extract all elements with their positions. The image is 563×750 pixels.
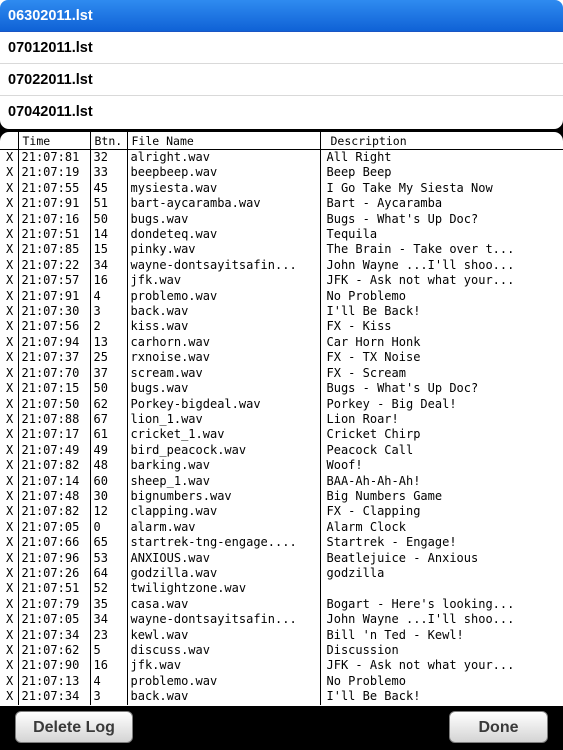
time-cell: 21:07:55: [18, 181, 90, 196]
description-cell: Cricket Chirp: [326, 427, 421, 442]
button-number-cell: 13: [90, 335, 127, 350]
time-cell: 21:07:90: [18, 658, 90, 673]
time-cell: 21:07:82: [18, 504, 90, 519]
file-name-cell: ANXIOUS.wav: [127, 551, 320, 566]
header-x: [0, 132, 18, 150]
file-name-cell: bugs.wav: [127, 381, 320, 396]
row-marker: X: [0, 319, 18, 334]
table-row[interactable]: [0, 581, 563, 596]
description-cell: Lion Roar!: [326, 411, 399, 426]
button-number-cell: 48: [90, 458, 127, 473]
button-number-cell: 50: [90, 212, 127, 227]
file-name-cell: cricket_1.wav: [127, 427, 320, 442]
time-cell: 21:07:82: [18, 458, 90, 473]
description-cell: Bogart - Here's looking...: [326, 596, 515, 611]
time-cell: 21:07:50: [18, 397, 90, 412]
description-cell: John Wayne ...I'll shoo...: [326, 612, 515, 627]
table-row[interactable]: [0, 551, 563, 566]
time-cell: 21:07:94: [18, 335, 90, 350]
table-row[interactable]: [0, 643, 563, 658]
bottom-toolbar: [0, 706, 563, 750]
time-cell: 21:07:66: [18, 535, 90, 550]
file-list-item[interactable]: 07012011.lst: [0, 32, 563, 64]
table-row[interactable]: [0, 381, 563, 396]
table-header-row: [0, 132, 563, 150]
time-cell: 21:07:91: [18, 289, 90, 304]
row-marker: X: [0, 458, 18, 473]
description-cell: Porkey - Big Deal!: [326, 396, 457, 411]
time-cell: 21:07:26: [18, 566, 90, 581]
row-marker: X: [0, 181, 18, 196]
row-marker: X: [0, 150, 18, 166]
row-marker: X: [0, 535, 18, 550]
description-cell: All Right: [326, 150, 392, 164]
row-marker: X: [0, 427, 18, 442]
button-number-cell: 16: [90, 658, 127, 673]
file-name-cell: bart-aycaramba.wav: [127, 196, 320, 211]
table-row[interactable]: [0, 289, 563, 304]
button-number-cell: 45: [90, 181, 127, 196]
file-name-cell: jfk.wav: [127, 658, 320, 673]
description-cell: [320, 581, 563, 596]
file-name-cell: dondeteq.wav: [127, 227, 320, 242]
row-marker: X: [0, 412, 18, 427]
time-cell: 21:07:70: [18, 366, 90, 381]
file-name-cell: kewl.wav: [127, 628, 320, 643]
time-cell: 21:07:30: [18, 304, 90, 319]
button-number-cell: 67: [90, 412, 127, 427]
button-number-cell: 0: [90, 520, 127, 535]
description-cell: I'll Be Back!: [326, 689, 421, 704]
button-number-cell: 34: [90, 258, 127, 273]
row-marker: X: [0, 551, 18, 566]
file-name-cell: wayne-dontsayitsafin...: [127, 612, 320, 627]
header-time: Time: [18, 132, 90, 150]
header-button: Btn.: [90, 132, 127, 150]
button-number-cell: 25: [90, 350, 127, 365]
time-cell: 21:07:62: [18, 643, 90, 658]
log-table: [0, 132, 563, 705]
row-marker: X: [0, 474, 18, 489]
row-marker: X: [0, 258, 18, 273]
row-marker: X: [0, 443, 18, 458]
description-cell: Car Horn Honk: [326, 334, 421, 349]
description-cell: BAA-Ah-Ah-Ah!: [326, 473, 421, 488]
file-name-cell: jfk.wav: [127, 273, 320, 288]
description-cell: Beatlejuice - Anxious: [326, 550, 479, 565]
button-number-cell: 34: [90, 612, 127, 627]
done-button[interactable]: Done: [449, 711, 548, 743]
button-number-cell: 52: [90, 581, 127, 596]
description-cell: I'll Be Back!: [326, 304, 421, 319]
row-marker: X: [0, 628, 18, 643]
file-name-cell: rxnoise.wav: [127, 350, 320, 365]
row-marker: X: [0, 658, 18, 673]
description-cell: I Go Take My Siesta Now: [326, 180, 493, 195]
button-number-cell: 51: [90, 196, 127, 211]
file-name-cell: twilightzone.wav: [127, 581, 320, 596]
table-row[interactable]: [0, 458, 563, 473]
file-name-cell: back.wav: [127, 689, 320, 704]
description-cell: JFK - Ask not what your...: [326, 273, 515, 288]
description-cell: JFK - Ask not what your...: [326, 658, 515, 673]
file-name-cell: carhorn.wav: [127, 335, 320, 350]
table-row[interactable]: [0, 335, 563, 350]
file-name-cell: beepbeep.wav: [127, 165, 320, 180]
row-marker: X: [0, 304, 18, 319]
file-name-cell: lion_1.wav: [127, 412, 320, 427]
table-row[interactable]: [0, 242, 563, 257]
row-marker: X: [0, 273, 18, 288]
description-cell: Bugs - What's Up Doc?: [326, 211, 479, 226]
row-marker: X: [0, 381, 18, 396]
button-number-cell: 23: [90, 628, 127, 643]
description-cell: Bart - Aycaramba: [326, 196, 443, 211]
table-row[interactable]: [0, 227, 563, 242]
description-cell: godzilla: [326, 565, 385, 580]
header-file-name: File Name: [127, 132, 320, 150]
description-cell: Bill 'n Ted - Kewl!: [326, 627, 464, 642]
table-row[interactable]: [0, 366, 563, 381]
row-marker: X: [0, 242, 18, 257]
row-marker: X: [0, 566, 18, 581]
table-row[interactable]: [0, 319, 563, 334]
time-cell: 21:07:85: [18, 242, 90, 257]
button-number-cell: 3: [90, 304, 127, 319]
description-cell: FX - Scream: [326, 365, 406, 380]
file-list-item[interactable]: 06302011.lst: [0, 0, 563, 32]
file-name-cell: Porkey-bigdeal.wav: [127, 397, 320, 412]
file-name-cell: casa.wav: [127, 597, 320, 612]
button-number-cell: 2: [90, 319, 127, 334]
description-cell: Beep Beep: [326, 165, 392, 180]
row-marker: X: [0, 504, 18, 519]
time-cell: 21:07:14: [18, 474, 90, 489]
file-name-cell: pinky.wav: [127, 242, 320, 257]
button-number-cell: 49: [90, 443, 127, 458]
time-cell: 21:07:22: [18, 258, 90, 273]
row-marker: X: [0, 212, 18, 227]
file-name-cell: problemo.wav: [127, 289, 320, 304]
button-number-cell: 15: [90, 242, 127, 257]
description-cell: No Problemo: [326, 288, 406, 303]
table-row[interactable]: [0, 504, 563, 519]
file-name-cell: scream.wav: [127, 366, 320, 381]
row-marker: X: [0, 397, 18, 412]
row-marker: X: [0, 612, 18, 627]
time-cell: 21:07:51: [18, 581, 90, 596]
button-number-cell: 62: [90, 397, 127, 412]
row-marker: X: [0, 165, 18, 180]
description-cell: The Brain - Take over t...: [326, 242, 515, 257]
description-cell: Startrek - Engage!: [326, 535, 457, 550]
button-number-cell: 64: [90, 566, 127, 581]
file-name-cell: bugs.wav: [127, 212, 320, 227]
time-cell: 21:07:81: [18, 150, 90, 166]
description-cell: Discussion: [326, 643, 399, 657]
table-row[interactable]: [0, 520, 563, 535]
time-cell: 21:07:37: [18, 350, 90, 365]
time-cell: 21:07:88: [18, 412, 90, 427]
time-cell: 21:07:79: [18, 597, 90, 612]
time-cell: 21:07:49: [18, 443, 90, 458]
button-number-cell: 4: [90, 289, 127, 304]
row-marker: X: [0, 674, 18, 689]
row-marker: X: [0, 643, 18, 658]
table-row[interactable]: [0, 597, 563, 612]
description-cell: Big Numbers Game: [326, 488, 443, 503]
file-name-cell: problemo.wav: [127, 674, 320, 689]
time-cell: 21:07:05: [18, 612, 90, 627]
time-cell: 21:07:16: [18, 212, 90, 227]
file-name-cell: bignumbers.wav: [127, 489, 320, 504]
file-name-cell: kiss.wav: [127, 319, 320, 334]
table-row[interactable]: [0, 427, 563, 442]
file-list-item[interactable]: 07042011.lst: [8, 104, 93, 120]
file-name-cell: discuss.wav: [127, 643, 320, 658]
row-marker: X: [0, 196, 18, 211]
time-cell: 21:07:34: [18, 689, 90, 704]
time-cell: 21:07:05: [18, 520, 90, 535]
table-row[interactable]: [0, 489, 563, 504]
time-cell: 21:07:13: [18, 674, 90, 689]
description-cell: Tequila: [326, 227, 378, 242]
button-number-cell: 4: [90, 674, 127, 689]
time-cell: 21:07:17: [18, 427, 90, 442]
button-number-cell: 60: [90, 474, 127, 489]
table-row[interactable]: [0, 181, 563, 196]
time-cell: 21:07:51: [18, 227, 90, 242]
description-cell: FX - Kiss: [326, 319, 392, 334]
log-file-list: [0, 0, 563, 129]
table-row[interactable]: [0, 304, 563, 319]
button-number-cell: 3: [90, 689, 127, 704]
row-marker: X: [0, 335, 18, 350]
file-name-cell: sheep_1.wav: [127, 474, 320, 489]
time-cell: 21:07:15: [18, 381, 90, 396]
file-name-cell: godzilla.wav: [127, 566, 320, 581]
delete-log-button[interactable]: Delete Log: [15, 711, 133, 743]
row-marker: X: [0, 520, 18, 535]
table-row[interactable]: [0, 258, 563, 273]
table-row[interactable]: [0, 443, 563, 458]
table-row[interactable]: [0, 674, 563, 689]
table-row[interactable]: [0, 689, 563, 704]
file-list-item[interactable]: 07022011.lst: [0, 64, 563, 96]
table-row[interactable]: [0, 628, 563, 643]
description-cell: FX - TX Noise: [326, 350, 421, 365]
button-number-cell: 16: [90, 273, 127, 288]
file-name-cell: wayne-dontsayitsafin...: [127, 258, 320, 273]
file-name-cell: startrek-tng-engage....: [127, 535, 320, 550]
row-marker: X: [0, 581, 18, 596]
table-row[interactable]: [0, 212, 563, 227]
button-number-cell: 32: [90, 150, 127, 166]
row-marker: X: [0, 366, 18, 381]
button-number-cell: 5: [90, 643, 127, 658]
log-table-panel[interactable]: [0, 132, 563, 706]
row-marker: X: [0, 227, 18, 242]
file-name-cell: barking.wav: [127, 458, 320, 473]
description-cell: John Wayne ...I'll shoo...: [326, 257, 515, 272]
time-cell: 21:07:19: [18, 165, 90, 180]
table-row[interactable]: [0, 412, 563, 427]
button-number-cell: 30: [90, 489, 127, 504]
time-cell: 21:07:96: [18, 551, 90, 566]
table-row[interactable]: [0, 474, 563, 489]
description-cell: Alarm Clock: [326, 519, 406, 534]
file-name-cell: bird_peacock.wav: [127, 443, 320, 458]
description-cell: Peacock Call: [326, 442, 414, 457]
table-row[interactable]: [0, 150, 563, 166]
row-marker: X: [0, 597, 18, 612]
table-row[interactable]: [0, 658, 563, 673]
table-row[interactable]: [0, 566, 563, 581]
file-name-cell: mysiesta.wav: [127, 181, 320, 196]
table-row[interactable]: [0, 535, 563, 550]
table-row[interactable]: [0, 612, 563, 627]
table-row[interactable]: [0, 165, 563, 180]
table-row[interactable]: [0, 196, 563, 211]
file-name-cell: clapping.wav: [127, 504, 320, 519]
file-name-cell: back.wav: [127, 304, 320, 319]
time-cell: 21:07:57: [18, 273, 90, 288]
file-name-cell: alarm.wav: [127, 520, 320, 535]
description-cell: Woof!: [326, 458, 363, 473]
button-number-cell: 65: [90, 535, 127, 550]
table-row[interactable]: [0, 397, 563, 412]
time-cell: 21:07:91: [18, 196, 90, 211]
table-row[interactable]: [0, 350, 563, 365]
description-cell: No Problemo: [326, 673, 406, 688]
button-number-cell: 14: [90, 227, 127, 242]
time-cell: 21:07:34: [18, 628, 90, 643]
row-marker: X: [0, 350, 18, 365]
button-number-cell: 37: [90, 366, 127, 381]
time-cell: 21:07:56: [18, 319, 90, 334]
header-description: Description: [320, 132, 563, 150]
button-number-cell: 53: [90, 551, 127, 566]
row-marker: X: [0, 489, 18, 504]
button-number-cell: 61: [90, 427, 127, 442]
row-marker: X: [0, 689, 18, 704]
row-marker: X: [0, 289, 18, 304]
button-number-cell: 35: [90, 597, 127, 612]
time-cell: 21:07:48: [18, 489, 90, 504]
description-cell: Bugs - What's Up Doc?: [326, 381, 479, 396]
button-number-cell: 33: [90, 165, 127, 180]
description-cell: FX - Clapping: [326, 504, 421, 519]
table-row[interactable]: [0, 273, 563, 288]
file-name-cell: alright.wav: [127, 150, 320, 166]
button-number-cell: 50: [90, 381, 127, 396]
button-number-cell: 12: [90, 504, 127, 519]
